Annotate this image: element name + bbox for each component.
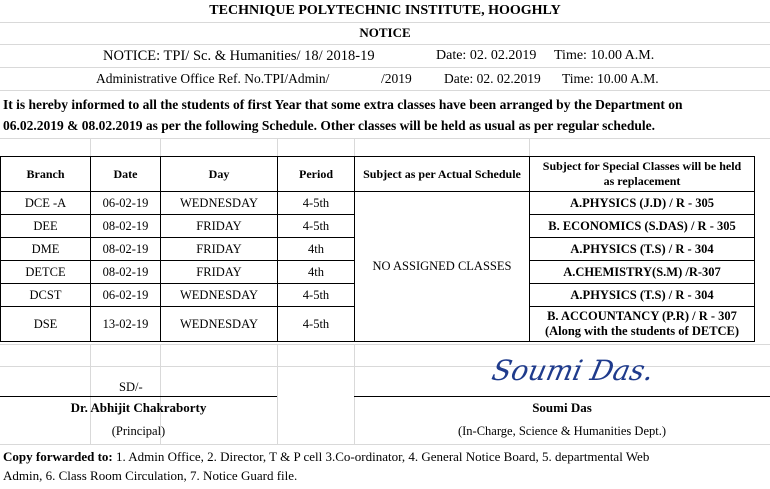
cell-actual-merged: NO ASSIGNED CLASSES bbox=[355, 192, 530, 342]
cell-period: 4th bbox=[278, 238, 355, 261]
cell-branch: DEE bbox=[1, 215, 91, 238]
cell-replacement: A.CHEMISTRY(S.M) /R-307 bbox=[530, 261, 755, 284]
cell-period: 4th bbox=[278, 261, 355, 284]
header-day: Day bbox=[161, 157, 278, 192]
cell-day: FRIDAY bbox=[161, 238, 278, 261]
notice-time: Time: 10.00 A.M. bbox=[554, 48, 655, 63]
header-actual-subject: Subject as per Actual Schedule bbox=[355, 157, 530, 192]
schedule-table bbox=[0, 156, 755, 342]
cell-day: FRIDAY bbox=[161, 215, 278, 238]
notice-body-line-1: It is hereby informed to all the students of first Year that some extra classes have been arranged by the Department on bbox=[3, 97, 683, 112]
cell-period: 4-5th bbox=[278, 284, 355, 307]
notice-body-line-2: 06.02.2019 & 08.02.2019 as per the following Schedule. Other classes will be held as usual as per regular schedule. bbox=[3, 118, 656, 133]
header-special-subject bbox=[530, 157, 755, 192]
handwritten-signature-text: Soumi Das. bbox=[489, 354, 657, 387]
notice-heading: NOTICE bbox=[359, 25, 411, 40]
cell-period: 4-5th bbox=[278, 192, 355, 215]
header-period: Period bbox=[278, 157, 355, 192]
left-signature-line bbox=[0, 396, 277, 397]
principal-name: Dr. Abhijit Chakraborty bbox=[70, 400, 207, 415]
signature-image bbox=[486, 345, 657, 393]
cell-branch: DETCE bbox=[1, 261, 91, 284]
copy-forwarded-list: 1. Admin Office, 2. Director, T & P cell 3.Co-ordinator, 4. General Notice Board, 5. departmental Web bbox=[112, 449, 650, 464]
cell-date: 08-02-19 bbox=[91, 238, 161, 261]
cell-day: WEDNESDAY bbox=[161, 284, 278, 307]
office-date: Date: 02. 02.2019 bbox=[444, 71, 541, 86]
handwritten-signature bbox=[486, 345, 657, 398]
incharge-name: Soumi Das bbox=[532, 400, 592, 415]
cell-branch: DSE bbox=[1, 307, 91, 342]
cell-branch: DME bbox=[1, 238, 91, 261]
cell-replacement bbox=[530, 307, 755, 342]
cell-period: 4-5th bbox=[278, 215, 355, 238]
cell-date: 08-02-19 bbox=[91, 261, 161, 284]
copy-forwarded-line-2: Admin, 6. Class Room Circulation, 7. Notice Guard file. bbox=[3, 468, 298, 483]
cell-date: 06-02-19 bbox=[91, 284, 161, 307]
copy-forwarded-label: Copy forwarded to: bbox=[3, 449, 113, 464]
notice-date: Date: 02. 02.2019 bbox=[436, 48, 537, 63]
cell-day: FRIDAY bbox=[161, 261, 278, 284]
cell-date: 08-02-19 bbox=[91, 215, 161, 238]
cell-replacement: B. ECONOMICS (S.DAS) / R - 305 bbox=[530, 215, 755, 238]
table-row bbox=[1, 192, 755, 215]
office-ref: Administrative Office Ref. No.TPI/Admin/ bbox=[96, 71, 330, 86]
cell-replacement: A.PHYSICS (T.S) / R - 304 bbox=[530, 238, 755, 261]
cell-branch: DCST bbox=[1, 284, 91, 307]
cell-branch: DCE -A bbox=[1, 192, 91, 215]
cell-replacement: A.PHYSICS (T.S) / R - 304 bbox=[530, 284, 755, 307]
office-time: Time: 10.00 A.M. bbox=[562, 71, 659, 86]
header-special-line-2: as replacement bbox=[603, 174, 681, 188]
header-date: Date bbox=[91, 157, 161, 192]
cell-replacement-line-1: B. ACCOUNTANCY (P.R) / R - 307 bbox=[547, 309, 737, 323]
principal-title: (Principal) bbox=[111, 424, 166, 438]
cell-replacement: A.PHYSICS (J.D) / R - 305 bbox=[530, 192, 755, 215]
header-special-line-1: Subject for Special Classes will be held bbox=[542, 159, 742, 173]
cell-replacement-line-2: (Along with the students of DETCE) bbox=[544, 324, 740, 338]
signature-sd: SD/- bbox=[119, 380, 143, 394]
incharge-title: (In-Charge, Science & Humanities Dept.) bbox=[457, 424, 667, 438]
cell-date: 06-02-19 bbox=[91, 192, 161, 215]
header-branch: Branch bbox=[1, 157, 91, 192]
cell-day: WEDNESDAY bbox=[161, 307, 278, 342]
table-header-row bbox=[1, 157, 755, 192]
copy-forwarded-line-1 bbox=[3, 449, 649, 465]
notice-ref: NOTICE: TPI/ Sc. & Humanities/ 18/ 2018-19 bbox=[103, 48, 375, 64]
cell-period: 4-5th bbox=[278, 307, 355, 342]
right-signature-line bbox=[354, 396, 770, 397]
cell-date: 13-02-19 bbox=[91, 307, 161, 342]
office-year: /2019 bbox=[381, 71, 412, 86]
cell-day: WEDNESDAY bbox=[161, 192, 278, 215]
institute-name: TECHNIQUE POLYTECHNIC INSTITUTE, HOOGHLY bbox=[209, 3, 561, 18]
